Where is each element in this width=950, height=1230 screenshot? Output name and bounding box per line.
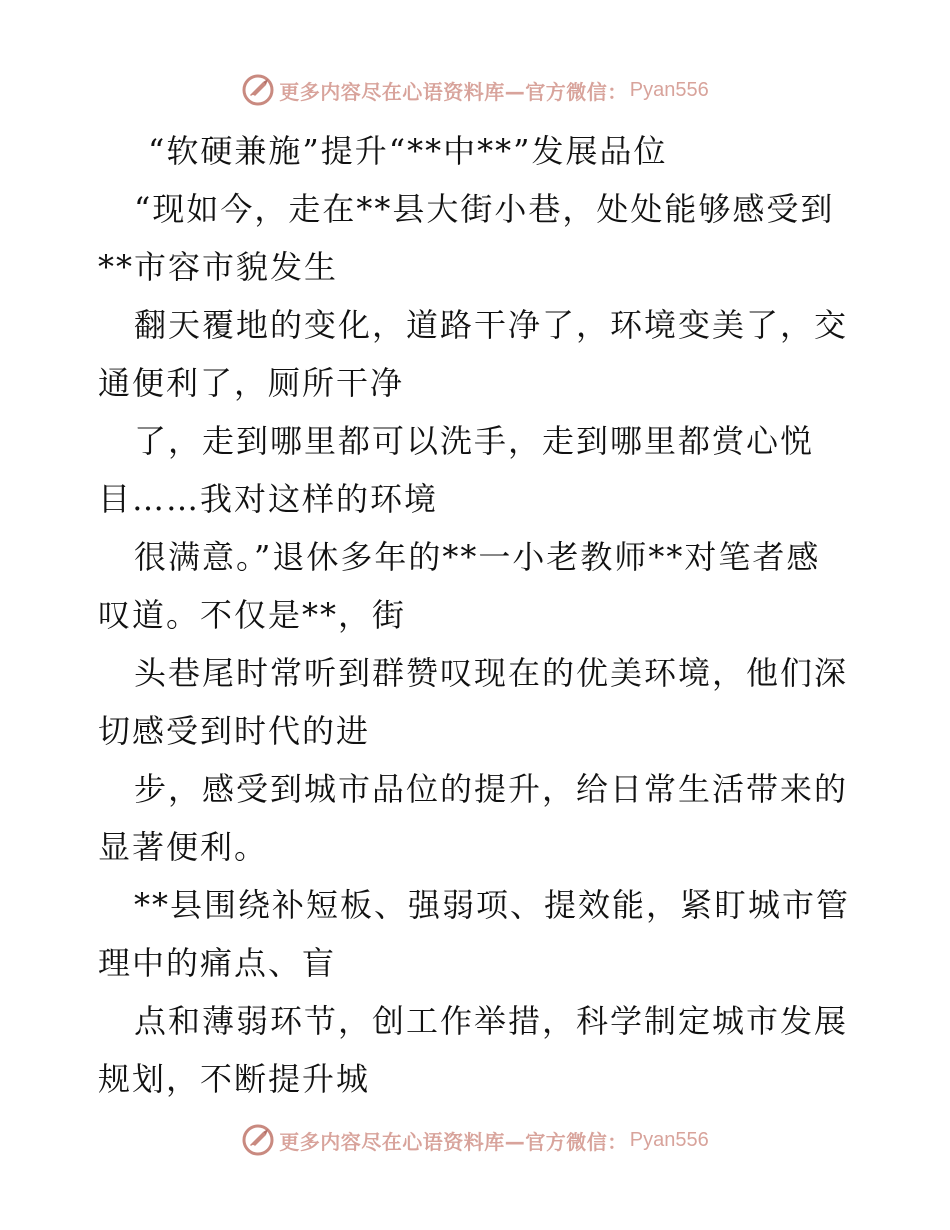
text-line: 切感受到时代的进 [98, 712, 371, 750]
logo-icon [241, 1123, 275, 1157]
text-line: 点和薄弱环节，创工作举措，科学制定城市发展 [134, 1002, 849, 1040]
text-line: **市容市貌发生 [98, 248, 339, 286]
text-line: 显著便利。 [98, 828, 269, 866]
document-title: “软硬兼施”提升“**中**”发展品位 [148, 132, 668, 170]
text-line: 了，走到哪里都可以洗手，走到哪里都赏心悦 [134, 422, 815, 460]
text-line: 通便利了，厕所干净 [98, 364, 405, 402]
watermark-text: 更多内容尽在心语资料库—官方微信： [279, 79, 628, 104]
text-line: 翻天覆地的变化，道路干净了，环境变美了，交 [134, 306, 849, 344]
watermark-wechat-id: Pyan556 [629, 78, 709, 101]
logo-icon [241, 73, 275, 107]
text-line: 规划，不断提升城 [98, 1060, 371, 1098]
text-line: **县围绕补短板、强弱项、提效能，紧盯城市管 [134, 886, 851, 924]
text-line: “现如今，走在**县大街小巷，处处能够感受到 [134, 190, 835, 228]
text-line: 头巷尾时常听到群赞叹现在的优美环境，他们深 [134, 654, 849, 692]
watermark-banner-top [0, 70, 950, 110]
text-line: 步，感受到城市品位的提升，给日常生活带来的 [134, 770, 849, 808]
watermark-text: 更多内容尽在心语资料库—官方微信： [279, 1129, 628, 1154]
watermark-banner-bottom [0, 1120, 950, 1160]
watermark-wechat-id: Pyan556 [629, 1128, 709, 1151]
text-line: 目……我对这样的环境 [98, 480, 439, 518]
text-line: 很满意。”退休多年的**一小老教师**对笔者感 [134, 538, 821, 576]
text-line: 理中的痛点、盲 [98, 944, 337, 982]
document-body [98, 122, 858, 1108]
text-line: 叹道。不仅是**，街 [98, 596, 407, 634]
